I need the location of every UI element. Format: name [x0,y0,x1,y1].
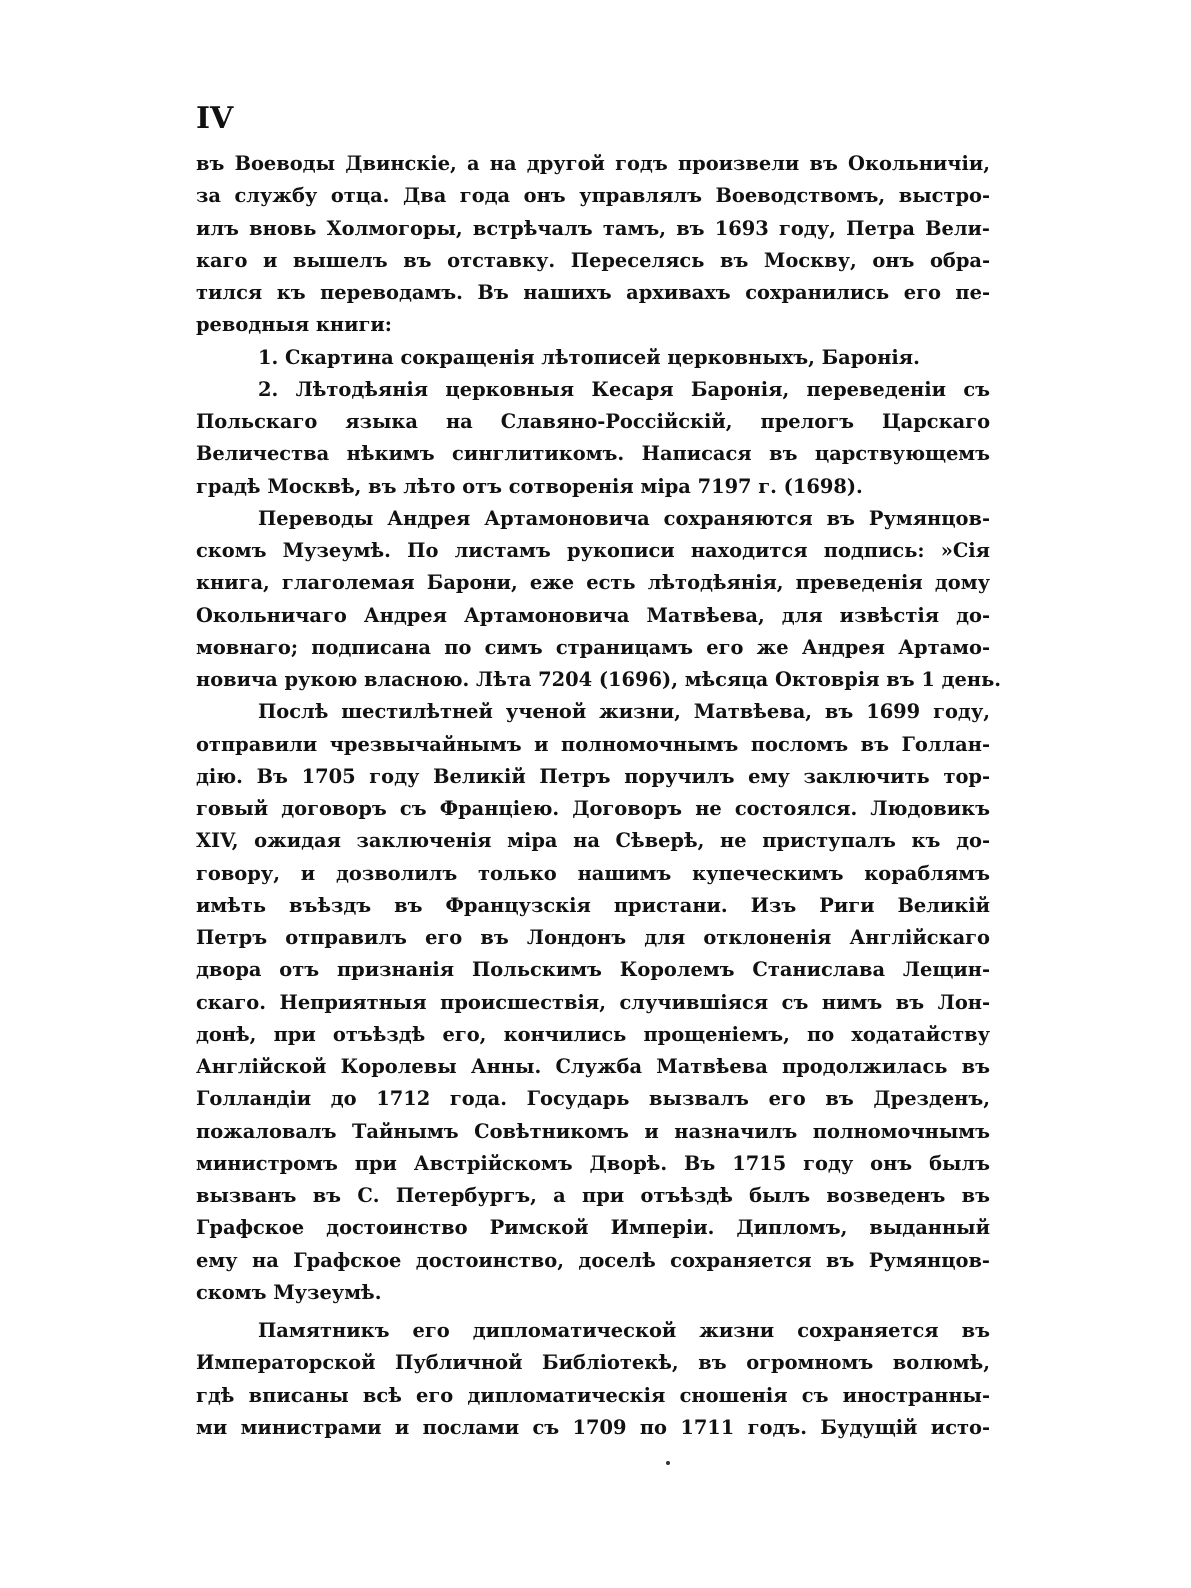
text-line: Польскаго языка на Славяно-Россійскій, прелогъ Царскаго [196,410,990,433]
text-line: илъ вновь Холмогоры, встрѣчалъ тамъ, въ 1693 году, Петра Вели- [196,216,990,240]
text-line: Переводы Андрея Артамоновича сохраняются въ Румянцов- [258,506,990,530]
body-text [196,148,1001,1444]
text-line: скомъ Музеумѣ. По листамъ рукописи находится подпись: »Сія [196,539,990,562]
text-line: Голландіи до 1712 года. Государь вызвалъ его въ Дрезденъ, [196,1087,990,1111]
paragraph [196,148,990,342]
text-line: книга, глаголемая Барони, еже есть лѣтодѣянія, преведенія дому [196,571,990,595]
text-line: XIV, ожидая заключенія міра на Сѣверѣ, не приступалъ къ до- [196,829,990,853]
text-line: каго и вышелъ въ отставку. Переселясь въ Москву, онъ обра- [196,248,990,272]
text-line: говору, и дозволилъ только нашимъ купеческимъ кораблямъ [196,861,990,885]
text-line: вызванъ въ С. Петербургъ, а при отъѣздѣ былъ возведенъ въ [196,1184,990,1207]
page-number: IV [196,101,234,136]
text-line: министромъ при Австрійскомъ Дворѣ. Въ 1715 году онъ былъ [196,1151,990,1175]
text-line: скомъ Музеумѣ. [196,1280,382,1304]
text-line: Окольничаго Андрея Артамоновича Матвѣева, для извѣстія до- [196,603,990,627]
text-line: Петръ отправилъ его въ Лондонъ для отклоненія Англійскаго [196,926,990,949]
text-line: тился къ переводамъ. Въ нашихъ архивахъ сохранились его пе- [196,281,990,304]
text-line: двора отъ признанія Польскимъ Королемъ Станислава Лещин- [196,958,990,982]
paragraph [196,503,1001,697]
text-line: отправили чрезвычайнымъ и полномочнымъ посломъ въ Голлан- [196,732,990,756]
text-line: въ Воеводы Двинскіе, а на другой годъ произвели въ Окольничіи, [196,152,990,175]
paragraph [196,696,990,1309]
text-line: Памятникъ его дипломатической жизни сохраняется въ [258,1319,990,1342]
text-line: дію. Въ 1705 году Великій Петръ поручилъ ему заключить тор- [196,764,990,788]
paragraph [196,374,990,503]
text-line: пожаловалъ Тайнымъ Совѣтникомъ и назначилъ полномочнымъ [196,1119,990,1143]
text-line: ему на Графское достоинство, доселѣ сохраняется въ Румянцов- [196,1248,990,1272]
print-speck [666,1461,670,1465]
text-line: за службу отца. Два года онъ управлялъ Воеводствомъ, выстро- [196,184,990,208]
text-line: Англійской Королевы Анны. Служба Матвѣева продолжилась въ [196,1055,990,1078]
text-line: градѣ Москвѣ, въ лѣто отъ сотворенія міра 7197 г. (1698). [196,474,863,498]
paragraph [196,342,990,374]
text-line: гдѣ вписаны всѣ его дипломатическія сношенія съ иностранны- [196,1383,990,1407]
paragraph [196,1315,990,1444]
text-line: ми министрами и послами съ 1709 по 1711 годъ. Будущій исто- [196,1415,990,1439]
text-line: имѣть въѣздъ въ Французскія пристани. Изъ Риги Великій [196,893,990,917]
text-line: новича рукою власною. Лѣта 7204 (1696), мѣсяца Октоврія въ 1 день. [196,668,1001,691]
text-line: мовнаго; подписана по симъ страницамъ его же Андрея Артамо- [196,635,990,659]
text-line: 2. Лѣтодѣянія церковныя Кесаря Баронія, переведеніи съ [258,377,990,401]
text-line: говый договоръ съ Франціею. Договоръ не состоялся. Людовикъ [196,797,990,820]
text-line: донѣ, при отъѣздѣ его, кончились прощеніемъ, по ходатайству [196,1022,990,1046]
text-line: реводныя книги: [196,313,392,337]
text-line: Послѣ шестилѣтней ученой жизни, Матвѣева, въ 1699 году, [258,700,990,724]
text-line: Императорской Публичной Библіотекѣ, въ огромномъ волюмѣ, [196,1351,990,1375]
text-line: 1. Скартина сокращенія лѣтописей церковныхъ, Баронія. [258,345,920,369]
text-line: скаго. Неприятныя происшествія, случившіяся съ нимъ въ Лон- [196,990,990,1014]
text-line: Величества нѣкимъ синглитикомъ. Написася въ царствующемъ [196,442,990,466]
text-line: Графское достоинство Римской Имперіи. Дипломъ, выданный [196,1216,990,1240]
